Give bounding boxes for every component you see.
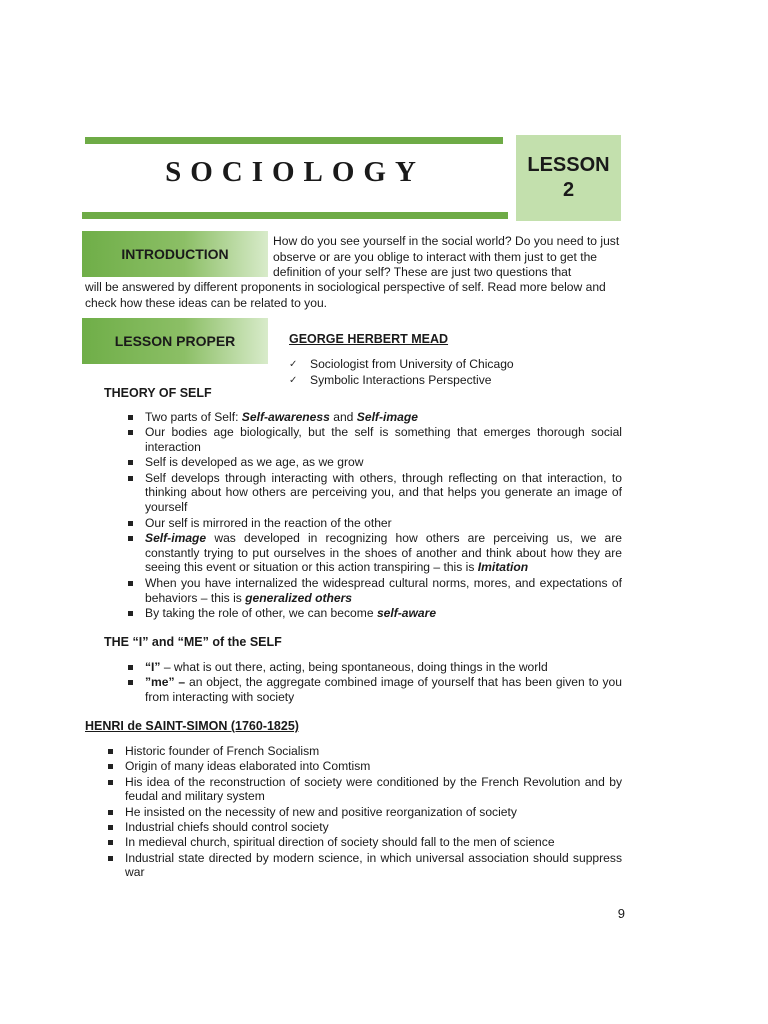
square-bullet-icon: [108, 825, 113, 830]
list-item: Self-image was developed in recognizing how others are perceiving us, we are constantly trying to put ourselves in the shoes of another and think about how they are seeing this event or situation or this action transpiring – this is Imitation: [125, 531, 622, 575]
list-item: Industrial state directed by modern science, in which universal association should suppress war: [105, 851, 622, 881]
list-item: Our self is mirrored in the reaction of the other: [125, 516, 622, 531]
top-green-bar: [85, 137, 503, 144]
square-bullet-icon: [108, 749, 113, 754]
square-bullet-icon: [128, 536, 133, 541]
square-bullet-icon: [108, 764, 113, 769]
i-me-points: [125, 660, 622, 705]
square-bullet-icon: [108, 810, 113, 815]
page-title: SOCIOLOGY: [165, 156, 425, 188]
list-item: “I” – what is out there, acting, being spontaneous, doing things in the world: [125, 660, 622, 675]
square-bullet-icon: [108, 840, 113, 845]
lesson-number-box: [516, 135, 621, 221]
square-bullet-icon: [128, 415, 133, 420]
list-item: ✓ Symbolic Interactions Perspective: [289, 372, 492, 387]
list-item: Two parts of Self: Self-awareness and Self-image: [125, 410, 622, 425]
list-item: Origin of many ideas elaborated into Comtism: [105, 759, 622, 774]
square-bullet-icon: [128, 476, 133, 481]
square-bullet-icon: [128, 611, 133, 616]
list-item: By taking the role of other, we can become self-aware: [125, 606, 622, 621]
square-bullet-icon: [108, 856, 113, 861]
list-item: He insisted on the necessity of new and positive reorganization of society: [105, 805, 622, 820]
square-bullet-icon: [128, 430, 133, 435]
square-bullet-icon: [108, 780, 113, 785]
square-bullet-icon: [128, 521, 133, 526]
list-item: ”me” – an object, the aggregate combined image of yourself that has been given to you from interacting with society: [125, 675, 622, 705]
check-icon: ✓: [289, 374, 298, 386]
square-bullet-icon: [128, 665, 133, 670]
square-bullet-icon: [128, 581, 133, 586]
i-me-heading: THE “I” and “ME” of the SELF: [104, 635, 282, 649]
introduction-tab-label: INTRODUCTION: [121, 246, 229, 262]
list-item: Industrial chiefs should control society: [105, 820, 622, 835]
lesson-label: LESSON: [527, 154, 610, 176]
henri-heading: HENRI de SAINT-SIMON (1760-1825): [85, 719, 299, 733]
lesson-proper-tab: [82, 318, 268, 364]
introduction-text-2: will be answered by different proponents in sociological perspective of self. Read more below and check how these ideas can be related to you.: [85, 280, 606, 310]
square-bullet-icon: [128, 680, 133, 685]
list-item: When you have internalized the widespread cultural norms, mores, and expectations of behaviors – this is generalized others: [125, 576, 622, 606]
square-bullet-icon: [128, 460, 133, 465]
list-item: Historic founder of French Socialism: [105, 744, 622, 759]
list-item: Our bodies age biologically, but the self is something that emerges thorough social interaction: [125, 425, 622, 455]
introduction-tab: [82, 231, 268, 277]
list-item: In medieval church, spiritual direction of society should fall to the men of science: [105, 835, 622, 850]
list-item: Self is developed as we age, as we grow: [125, 455, 622, 470]
list-item: Self develops through interacting with others, through reflecting on that interaction, to thinking about how others are perceiving you, and that helps you generate an image of yourself: [125, 471, 622, 515]
lesson-proper-tab-label: LESSON PROPER: [114, 333, 236, 349]
introduction-text-1: How do you see yourself in the social world? Do you need to just observe or are you oblige to interact with them just to get the definition of your self? These are just two questions that: [273, 234, 620, 279]
theory-points: [125, 410, 622, 621]
page-number: 9: [617, 906, 625, 921]
list-item: His idea of the reconstruction of society were conditioned by the French Revolution and by feudal and military system: [105, 775, 622, 805]
henri-points: [105, 744, 622, 881]
check-icon: ✓: [289, 359, 298, 370]
bottom-green-bar: [82, 212, 508, 219]
lesson-number: 2: [562, 179, 575, 201]
theory-heading: THEORY OF SELF: [104, 386, 212, 400]
list-item: ✓ Sociologist from University of Chicago: [289, 357, 514, 371]
mead-points: [289, 357, 514, 388]
mead-heading: GEORGE HERBERT MEAD: [289, 332, 449, 346]
